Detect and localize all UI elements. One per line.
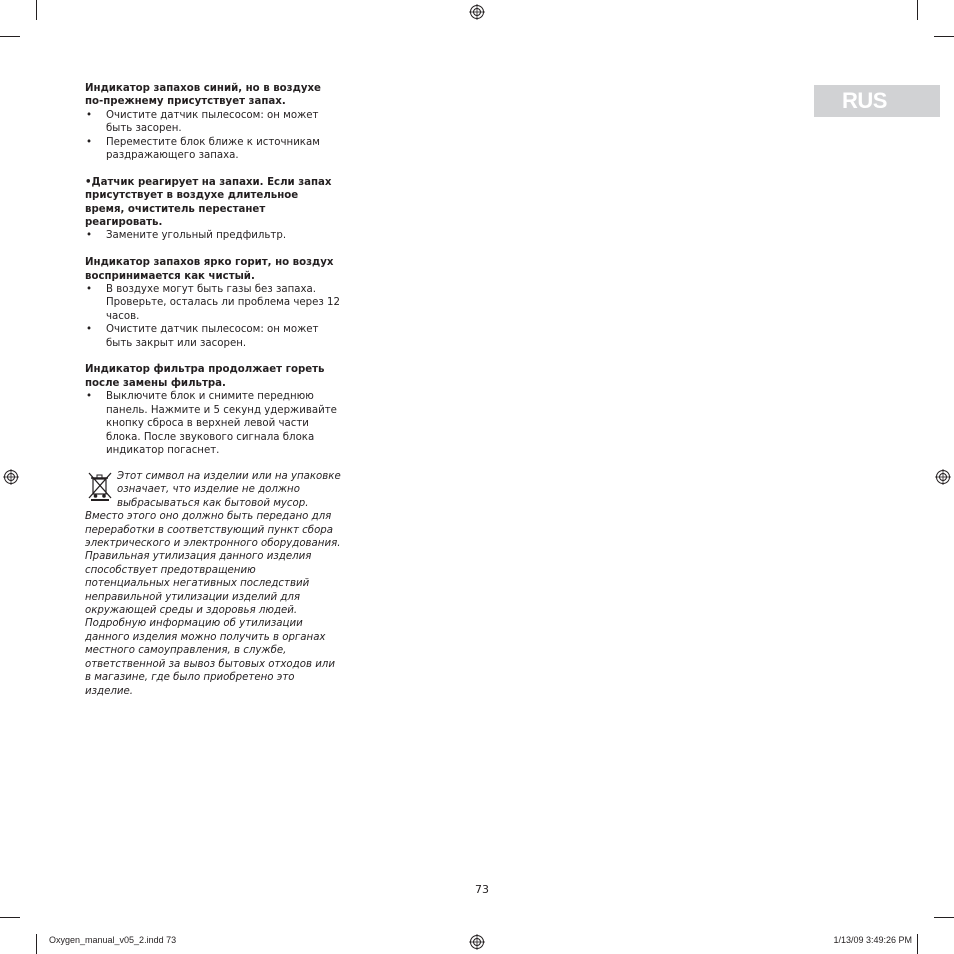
bullet-item: • В воздухе могут быть газы без запаха. Проверьте, осталась ли проблема через 12 часов. xyxy=(85,283,341,323)
item-heading: Индикатор фильтра продолжает гореть после замены фильтра. xyxy=(85,364,325,389)
crop-mark-top-left-vertical xyxy=(36,0,37,20)
registration-mark-icon xyxy=(469,934,485,950)
bullet-list xyxy=(85,390,341,457)
bullet-item: • Очистите датчик пылесосом: он может быть закрыт или засорен. xyxy=(85,323,341,350)
troubleshooting-section xyxy=(85,82,341,471)
troubleshooting-item xyxy=(85,256,341,350)
registration-mark-icon xyxy=(3,469,19,485)
crop-mark-bottom-left-vertical xyxy=(36,934,37,954)
bullet-item: • Замените угольный предфильтр. xyxy=(85,229,341,242)
bullet-list xyxy=(85,109,341,163)
crossed-out-wheelie-bin-icon xyxy=(85,470,115,502)
crop-mark-top-right-vertical xyxy=(917,0,918,20)
crop-mark-top-left-horizontal xyxy=(0,36,20,37)
crop-mark-bottom-right-vertical xyxy=(917,934,918,954)
disposal-notice xyxy=(85,470,341,698)
crop-mark-bottom-left-horizontal xyxy=(0,917,20,918)
bullet-list xyxy=(85,229,341,242)
troubleshooting-item xyxy=(85,176,341,243)
bullet-item: • Переместите блок ближе к источникам раздражающего запаха. xyxy=(85,136,341,163)
registration-mark-icon xyxy=(469,4,485,20)
troubleshooting-item xyxy=(85,82,341,162)
language-tab: RUS xyxy=(814,85,940,117)
bullet-list xyxy=(85,283,341,350)
bullet-item: • Очистите датчик пылесосом: он может быть засорен. xyxy=(85,109,341,136)
troubleshooting-item xyxy=(85,363,341,457)
registration-mark-icon xyxy=(935,469,951,485)
item-heading: Индикатор запахов ярко горит, но воздух воспринимается как чистый. xyxy=(85,257,334,282)
slug-timestamp: 1/13/09 3:49:26 PM xyxy=(833,935,912,945)
item-heading: Индикатор запахов синий, но в воздухе по-прежнему присутствует запах. xyxy=(85,83,321,108)
slug-file-name: Oxygen_manual_v05_2.indd 73 xyxy=(49,935,177,945)
item-heading: •Датчик реагирует на запахи. Если запах присутствует в воздухе длительное время, очиститель перестанет реагировать. xyxy=(85,176,332,229)
page-number: 73 xyxy=(475,883,489,896)
crop-mark-bottom-right-horizontal xyxy=(934,917,954,918)
bullet-item: • Выключите блок и снимите переднюю панель. Нажмите и 5 секунд удерживайте кнопку сброса в верхней левой части блока. После звукового сигнала блока индикатор погаснет. xyxy=(85,390,341,457)
crop-mark-top-right-horizontal xyxy=(934,36,954,37)
disposal-notice-text: Этот символ на изделии или на упаковке означает, что изделие не должно выбрасываться как бытовой мусор. Вместо этого оно должно быть передано для переработки в соответствующий пункт сбора электрического и электронного оборудования. Правильная утилизация данного изделия способствует предотвращению потенциальных негативных последствий неправильной утилизации изделий для окружающей среды и здоровья людей. Подробную информацию об утилизации данного изделия можно получить в органах местного самоуправления, в службе, ответственной за вывоз бытовых отходов или в магазине, где было приобретено это изделие. xyxy=(85,471,341,697)
